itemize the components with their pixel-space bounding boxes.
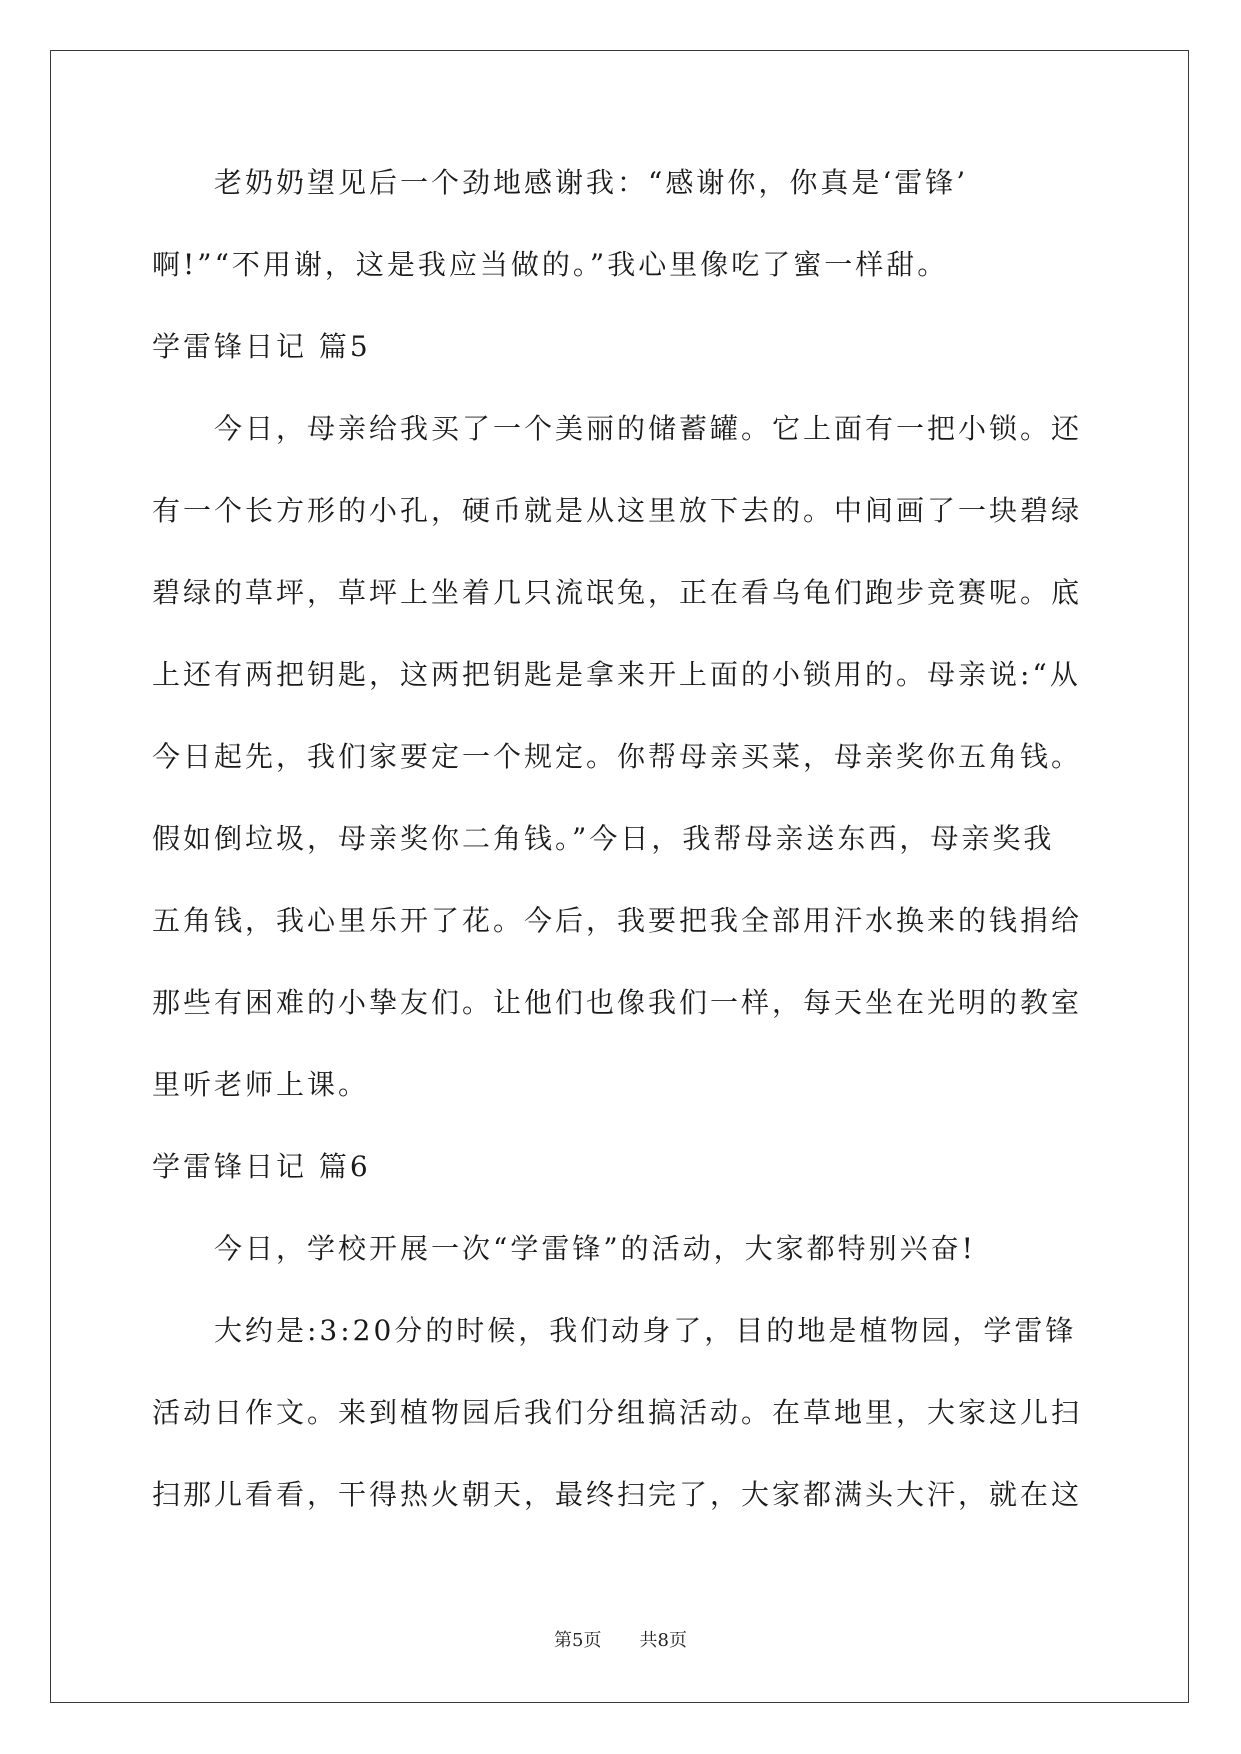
text-line-1: 老奶奶望见后一个劲地感谢我：“感谢你，你真是‘雷锋’ bbox=[214, 166, 969, 199]
text-line-6: 碧绿的草坪，草坪上坐着几只流氓兔，正在看乌龟们跑步竞赛呢。底 bbox=[152, 576, 1083, 609]
text-line-17: 扫那儿看看，干得热火朝天，最终扫完了，大家都满头大汗，就在这 bbox=[152, 1478, 1083, 1511]
text-line-14: 今日，学校开展一次“学雷锋”的活动，大家都特别兴奋! bbox=[214, 1232, 976, 1265]
text-line-16: 活动日作文。来到植物园后我们分组搞活动。在草地里，大家这儿扫 bbox=[152, 1396, 1083, 1429]
page-number-total: 共8页 bbox=[639, 1630, 687, 1651]
text-line-9: 假如倒垃圾，母亲奖你二角钱。”今日，我帮母亲送东西，母亲奖我 bbox=[152, 822, 1055, 855]
text-line-5: 有一个长方形的小孔，硬币就是从这里放下去的。中间画了一块碧绿 bbox=[152, 494, 1083, 527]
text-line-12: 里听老师上课。 bbox=[152, 1068, 370, 1101]
text-line-15: 大约是:3:20分的时候，我们动身了，目的地是植物园，学雷锋 bbox=[214, 1314, 1077, 1347]
text-line-2: 啊!”“不用谢，这是我应当做的。”我心里像吃了蜜一样甜。 bbox=[152, 248, 949, 281]
text-line-4: 今日，母亲给我买了一个美丽的储蓄罐。它上面有一把小锁。还 bbox=[214, 412, 1083, 445]
text-line-10: 五角钱，我心里乐开了花。今后，我要把我全部用汗水换来的钱捐给 bbox=[152, 904, 1083, 937]
document-body bbox=[152, 158, 1092, 1552]
text-line-8: 今日起先，我们家要定一个规定。你帮母亲买菜，母亲奖你五角钱。 bbox=[152, 740, 1083, 773]
section-heading-6: 学雷锋日记 篇6 bbox=[152, 1150, 371, 1183]
text-line-11: 那些有困难的小挚友们。让他们也像我们一样，每天坐在光明的教室 bbox=[152, 986, 1083, 1019]
text-line-7: 上还有两把钥匙，这两把钥匙是拿来开上面的小锁用的。母亲说:“从 bbox=[152, 658, 1081, 691]
page-footer bbox=[0, 1626, 1241, 1652]
section-heading-5: 学雷锋日记 篇5 bbox=[152, 330, 371, 363]
page-number-current: 第5页 bbox=[554, 1630, 602, 1651]
